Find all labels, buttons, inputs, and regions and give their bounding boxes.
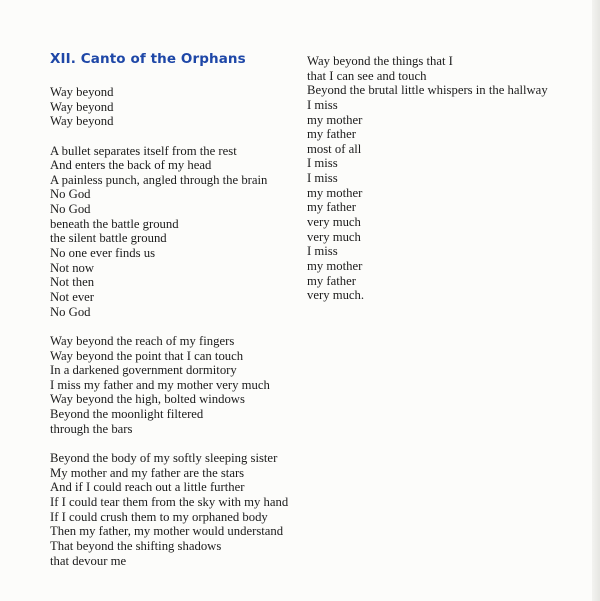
poem-line: And if I could reach out a little further (50, 480, 245, 495)
poem-line: A painless punch, angled through the brain (50, 172, 268, 187)
poem-right-column (307, 54, 587, 318)
poem-line: Beyond the body of my softly sleeping sister (50, 451, 278, 466)
poem-line: Way beyond the high, bolted windows (50, 392, 245, 407)
book-spine-edge (592, 0, 600, 601)
poem-line: And enters the back of my head (50, 158, 212, 173)
poem-line: If I could crush them to my orphaned body (50, 509, 268, 524)
poem-line: I miss (307, 244, 338, 259)
poem-line: Beyond the brutal little whispers in the hallway (307, 83, 548, 98)
poem-line: Then my father, my mother would understand (50, 524, 284, 539)
poem-line: that I can see and touch (307, 68, 427, 83)
poem-line: most of all (307, 141, 362, 156)
poem-line: Not ever (50, 289, 95, 304)
poem-line: My mother and my father are the stars (50, 465, 245, 480)
poem-line: In a darkened government dormitory (50, 363, 237, 378)
poem-line: That beyond the shifting shadows (50, 538, 222, 553)
stanza (50, 144, 300, 320)
poem-line: Way beyond (50, 99, 114, 114)
poem-line: Way beyond (50, 114, 114, 129)
stanza (50, 85, 300, 129)
poem-line: my father (307, 273, 356, 288)
poem-title: XII. Canto of the Orphans (50, 51, 246, 67)
poem-line: No God (50, 187, 91, 202)
stanza (50, 451, 300, 568)
stanza (307, 54, 587, 303)
poem-line: No one ever finds us (50, 246, 156, 261)
poem-line: Way beyond the things that I (307, 54, 453, 68)
poem-line: very much. (307, 288, 365, 303)
poem-line: the silent battle ground (50, 231, 167, 246)
poem-line: I miss (307, 156, 338, 171)
poem-line: beneath the battle ground (50, 216, 179, 231)
poem-line: my mother (307, 112, 363, 127)
poem-line: through the bars (50, 421, 133, 436)
poem-line: my father (307, 200, 356, 215)
poem-line: Way beyond the reach of my fingers (50, 333, 235, 348)
poem-line: Way beyond the point that I can touch (50, 348, 244, 363)
poem-line: A bullet separates itself from the rest (50, 143, 237, 158)
poem-line: If I could tear them from the sky with my hand (50, 494, 289, 509)
poem-line: I miss (307, 171, 338, 186)
poem-left-column (50, 85, 300, 583)
stanza (50, 334, 300, 436)
poem-line: No God (50, 304, 91, 319)
poem-line: my mother (307, 258, 363, 273)
poem-line: that devour me (50, 553, 127, 568)
poem-line: very much (307, 229, 361, 244)
poem-line: Not then (50, 275, 95, 290)
poem-line: I miss my father and my mother very much (50, 377, 270, 392)
poem-line: my mother (307, 185, 363, 200)
poem-line: Beyond the moonlight filtered (50, 407, 204, 422)
poem-line: Way beyond (50, 85, 114, 99)
poem-line: Not now (50, 260, 95, 275)
poem-line: my father (307, 127, 356, 142)
poem-line: I miss (307, 97, 338, 112)
poem-line: very much (307, 215, 361, 230)
poem-line: No God (50, 202, 91, 217)
